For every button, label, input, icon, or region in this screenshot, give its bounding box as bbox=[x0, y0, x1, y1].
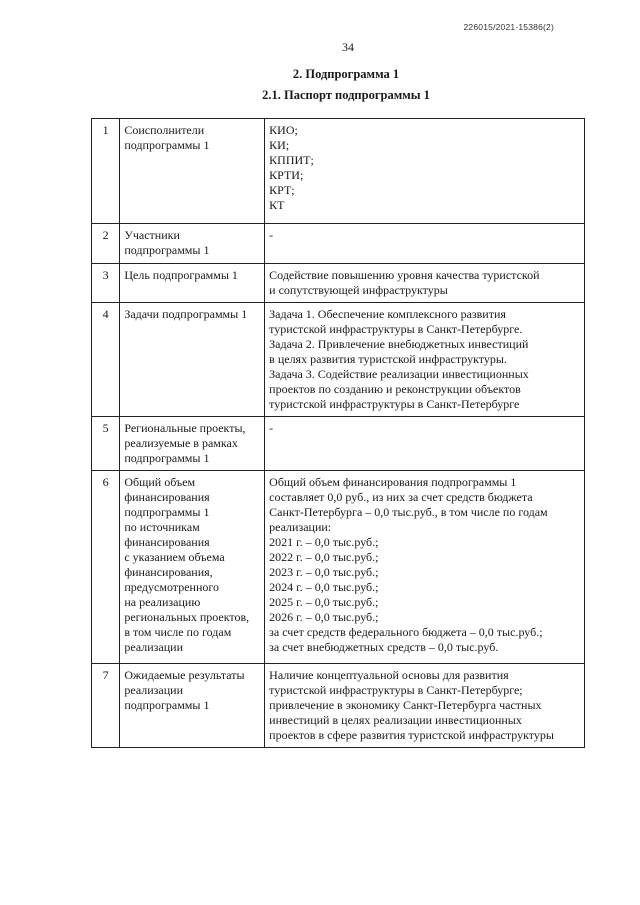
row-label bbox=[120, 471, 265, 664]
value-line: 2025 г. – 0,0 тыс.руб.; bbox=[269, 595, 379, 609]
value-line: Задача 3. Содействие реализации инвестиционных bbox=[269, 367, 529, 381]
label-line: по источникам bbox=[124, 520, 200, 534]
value-line: 2021 г. – 0,0 тыс.руб.; bbox=[269, 535, 379, 549]
row-label bbox=[120, 224, 265, 264]
value-line: Наличие концептуальной основы для развития bbox=[269, 668, 509, 682]
label-line: подпрограммы 1 bbox=[124, 243, 210, 257]
label-line: Цель подпрограммы 1 bbox=[124, 268, 238, 282]
row-label bbox=[120, 303, 265, 417]
value-line: инвестиций в целях реализации инвестиционных bbox=[269, 713, 522, 727]
label-line: с указанием объема bbox=[124, 550, 225, 564]
value-line: КИ; bbox=[269, 138, 290, 152]
value-line: составляет 0,0 руб., из них за счет средств бюджета bbox=[269, 490, 533, 504]
value-line: - bbox=[269, 421, 274, 435]
value-line: туристской инфраструктуры в Санкт-Петербурге; bbox=[269, 683, 523, 697]
row-value bbox=[265, 471, 585, 664]
label-line: Соисполнители bbox=[124, 123, 205, 137]
table-row bbox=[92, 119, 585, 224]
label-line: Региональные проекты, bbox=[124, 421, 246, 435]
row-number: 2 bbox=[92, 224, 120, 264]
value-line: - bbox=[269, 228, 274, 242]
row-number: 4 bbox=[92, 303, 120, 417]
value-line: КППИТ; bbox=[269, 153, 314, 167]
passport-title: 2.1. Паспорт подпрограммы 1 bbox=[262, 88, 430, 102]
value-line: туристской инфраструктуры в Санкт-Петербурге bbox=[269, 397, 520, 411]
label-line: Задачи подпрограммы 1 bbox=[124, 307, 248, 321]
label-line: региональных проектов, bbox=[124, 610, 250, 624]
value-line: привлечение в экономику Санкт-Петербурга частных bbox=[269, 698, 542, 712]
value-line: 2023 г. – 0,0 тыс.руб.; bbox=[269, 565, 379, 579]
value-line: 2026 г. – 0,0 тыс.руб.; bbox=[269, 610, 379, 624]
label-line: Общий объем bbox=[124, 475, 196, 489]
value-line: КРТИ; bbox=[269, 168, 304, 182]
row-number: 5 bbox=[92, 417, 120, 471]
table-row bbox=[92, 224, 585, 264]
value-line: Задача 1. Обеспечение комплексного развития bbox=[269, 307, 506, 321]
value-line: Задача 2. Привлечение внебюджетных инвестиций bbox=[269, 337, 529, 351]
label-line: реализуемые в рамках bbox=[124, 436, 238, 450]
table-row bbox=[92, 417, 585, 471]
value-line: КРТ; bbox=[269, 183, 295, 197]
row-label bbox=[120, 664, 265, 748]
label-line: Ожидаемые результаты bbox=[124, 668, 245, 682]
value-line: Санкт-Петербурга – 0,0 тыс.руб., в том числе по годам bbox=[269, 505, 548, 519]
value-line: проектов в сфере развития туристской инфраструктуры bbox=[269, 728, 554, 742]
value-line: туристской инфраструктуры в Санкт-Петербурге. bbox=[269, 322, 523, 336]
value-line: Общий объем финансирования подпрограммы 1 bbox=[269, 475, 517, 489]
passport-table bbox=[91, 118, 585, 748]
passport-table-body bbox=[92, 119, 585, 748]
table-row bbox=[92, 264, 585, 303]
row-value bbox=[265, 264, 585, 303]
row-value bbox=[265, 303, 585, 417]
label-line: финансирования, bbox=[124, 565, 213, 579]
row-label bbox=[120, 417, 265, 471]
value-line: и сопутствующей инфраструктуры bbox=[269, 283, 448, 297]
row-value bbox=[265, 224, 585, 264]
label-line: в том числе по годам bbox=[124, 625, 232, 639]
value-line: 2022 г. – 0,0 тыс.руб.; bbox=[269, 550, 379, 564]
row-value bbox=[265, 119, 585, 224]
table-row bbox=[92, 303, 585, 417]
row-number: 3 bbox=[92, 264, 120, 303]
row-number: 1 bbox=[92, 119, 120, 224]
document-id: 226015/2021-15386(2) bbox=[463, 22, 554, 32]
page-number: 34 bbox=[342, 40, 354, 54]
value-line: за счет внебюджетных средств – 0,0 тыс.руб. bbox=[269, 640, 499, 654]
label-line: подпрограммы 1 bbox=[124, 505, 210, 519]
label-line: Участники bbox=[124, 228, 180, 242]
row-number: 7 bbox=[92, 664, 120, 748]
label-line: реализации bbox=[124, 683, 183, 697]
value-line: КТ bbox=[269, 198, 285, 212]
table-row bbox=[92, 664, 585, 748]
value-line: за счет средств федерального бюджета – 0,0 тыс.руб.; bbox=[269, 625, 543, 639]
row-value bbox=[265, 417, 585, 471]
value-line: реализации: bbox=[269, 520, 332, 534]
row-value bbox=[265, 664, 585, 748]
label-line: реализации bbox=[124, 640, 183, 654]
row-label bbox=[120, 119, 265, 224]
label-line: финансирования bbox=[124, 535, 210, 549]
label-line: подпрограммы 1 bbox=[124, 698, 210, 712]
label-line: подпрограммы 1 bbox=[124, 138, 210, 152]
row-label bbox=[120, 264, 265, 303]
value-line: Содействие повышению уровня качества туристской bbox=[269, 268, 540, 282]
label-line: подпрограммы 1 bbox=[124, 451, 210, 465]
row-number: 6 bbox=[92, 471, 120, 664]
table-row bbox=[92, 471, 585, 664]
value-line: проектов по созданию и реконструкции объектов bbox=[269, 382, 521, 396]
value-line: 2024 г. – 0,0 тыс.руб.; bbox=[269, 580, 379, 594]
label-line: финансирования bbox=[124, 490, 210, 504]
label-line: предусмотренного bbox=[124, 580, 219, 594]
subprogram-title: 2. Подпрограмма 1 bbox=[292, 67, 400, 81]
label-line: на реализацию bbox=[124, 595, 201, 609]
value-line: в целях развития туристской инфраструктуры. bbox=[269, 352, 507, 366]
value-line: КИО; bbox=[269, 123, 298, 137]
